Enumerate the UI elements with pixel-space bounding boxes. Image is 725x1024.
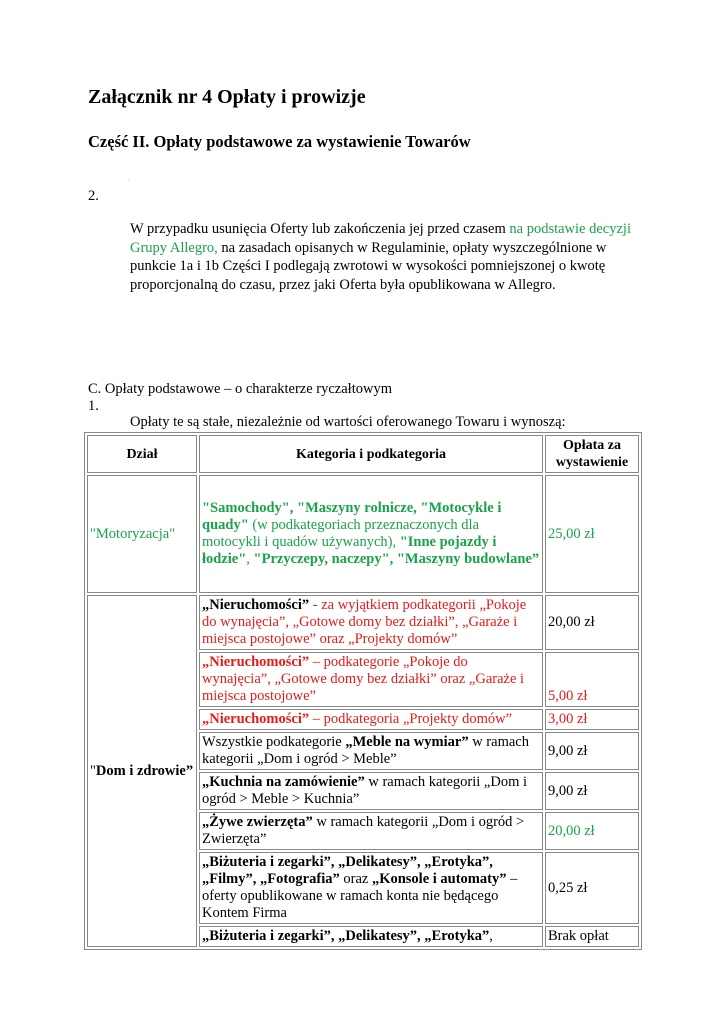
section-number: 2.	[88, 188, 99, 204]
paragraph-highlight: na podstawie decyzji Grupy Allegro,	[130, 221, 631, 256]
document-title: Załącznik nr 4 Opłaty i prowizje	[88, 86, 366, 108]
kategoria-cell	[199, 709, 543, 730]
section-c-intro: Opłaty te są stałe, niezależnie od wartości oferowanego Towaru i wynoszą:	[130, 414, 566, 430]
cell-text: „Nieruchomości”	[202, 654, 310, 670]
section-c-heading: C. Opłaty podstawowe – o charakterze ryczałtowym	[88, 381, 392, 397]
cell-text: – podkategorie „Pokoje do wynajęcia”, „Gotowe domy bez działki” oraz „Garaże i miejsca postojowe”	[202, 654, 525, 704]
kategoria-cell	[199, 772, 543, 810]
cell-text: „Kuchnia na zamówienie”	[202, 774, 365, 790]
cell-text: „Nieruchomości”	[202, 711, 310, 727]
paragraph-text: na zasadach opisanych w Regulaminie, opłaty wyszczególnione w punkcie 1a i 1b Części I podlegają zwrotowi w wysokości pomniejszonej o kwotę proporcjonalną do czasu, przez jaki Oferta była opublikowana w Allegro.	[130, 239, 607, 293]
cell-text: (w podkategoriach przeznaczonych dla motocykli i quadów używanych),	[202, 517, 480, 550]
fee-cell: 20,00 zł	[545, 595, 639, 650]
kategoria-cell	[199, 475, 543, 593]
fee-cell: 20,00 zł	[545, 812, 639, 850]
cell-text: "Inne pojazdy i łodzie"	[202, 534, 497, 567]
fee-cell: Brak opłat	[545, 926, 639, 947]
header-kategoria: Kategoria i podkategoria	[199, 435, 543, 473]
cell-text: ,	[489, 928, 493, 944]
cell-text: – oferty opublikowane w ramach konta nie będącego Kontem Firma	[202, 871, 518, 921]
fee-cell: 9,00 zł	[545, 772, 639, 810]
fee-cell: 9,00 zł	[545, 732, 639, 770]
table-header-row	[87, 435, 639, 473]
section-c-number: 1.	[88, 398, 99, 414]
cell-text: „Nieruchomości”	[202, 597, 310, 613]
fee-cell: 25,00 zł	[545, 475, 639, 593]
cell-text: „Biżuteria i zegarki”, „Delikatesy”, „Erotyka”	[202, 928, 490, 944]
cell-text: "Samochody", "Maszyny rolnicze, "Motocykle i quady"	[202, 500, 502, 533]
list-marker: ·	[128, 178, 130, 184]
dzial-cell: "Motoryzacja"	[87, 475, 197, 593]
cell-text: w ramach kategorii „Dom i ogród > Zwierzęta”	[202, 814, 525, 847]
cell-text: Wszystkie podkategorie	[202, 734, 346, 750]
kategoria-cell	[199, 732, 543, 770]
cell-text: „Biżuteria i zegarki”, „Delikatesy”, „Erotyka”, „Filmy”, „Fotografia”	[202, 854, 493, 887]
dzial-cell	[87, 595, 197, 947]
header-dzial: Dział	[87, 435, 197, 473]
cell-text: w ramach kategorii „Dom i ogród > Meble”	[202, 734, 529, 767]
section-subtitle: Część II. Opłaty podstawowe za wystawienie Towarów	[88, 132, 471, 151]
cell-text: „Żywe zwierzęta”	[202, 814, 313, 830]
header-oplata: Opłata za wystawienie	[545, 435, 639, 473]
cell-text: ,	[246, 551, 254, 567]
table-row	[87, 475, 639, 593]
cell-text: – podkategoria „Projekty domów”	[309, 711, 513, 727]
cell-text: Dom i zdrowie”	[95, 762, 194, 779]
table-row	[87, 595, 639, 650]
cell-text: oraz	[339, 871, 372, 887]
cell-text: - za wyjątkiem podkategorii „Pokoje do wynajęcia”, „Gotowe domy bez działki”, „Garaże i miejsca postojowe” oraz „Projekty domów”	[202, 597, 527, 647]
kategoria-cell	[199, 812, 543, 850]
cell-text: „Meble na wymiar”	[345, 734, 469, 750]
fee-cell: 0,25 zł	[545, 852, 639, 924]
cell-text: „Konsole i automaty”	[371, 871, 507, 887]
fee-cell: 3,00 zł	[545, 709, 639, 730]
refund-paragraph	[130, 220, 650, 294]
cell-text: "Przyczepy, naczepy", "Maszyny budowlane”	[253, 551, 540, 567]
kategoria-cell	[199, 595, 543, 650]
paragraph-text: W przypadku usunięcia Oferty lub zakończenia jej przed czasem	[130, 221, 510, 237]
kategoria-cell	[199, 852, 543, 924]
kategoria-cell	[199, 652, 543, 707]
kategoria-cell	[199, 926, 543, 947]
cell-text: w ramach kategorii „Dom i ogród > Meble > Kuchnia”	[202, 774, 527, 807]
cell-text: "	[90, 762, 96, 779]
fees-table	[84, 432, 642, 950]
fee-cell: 5,00 zł	[545, 652, 639, 707]
